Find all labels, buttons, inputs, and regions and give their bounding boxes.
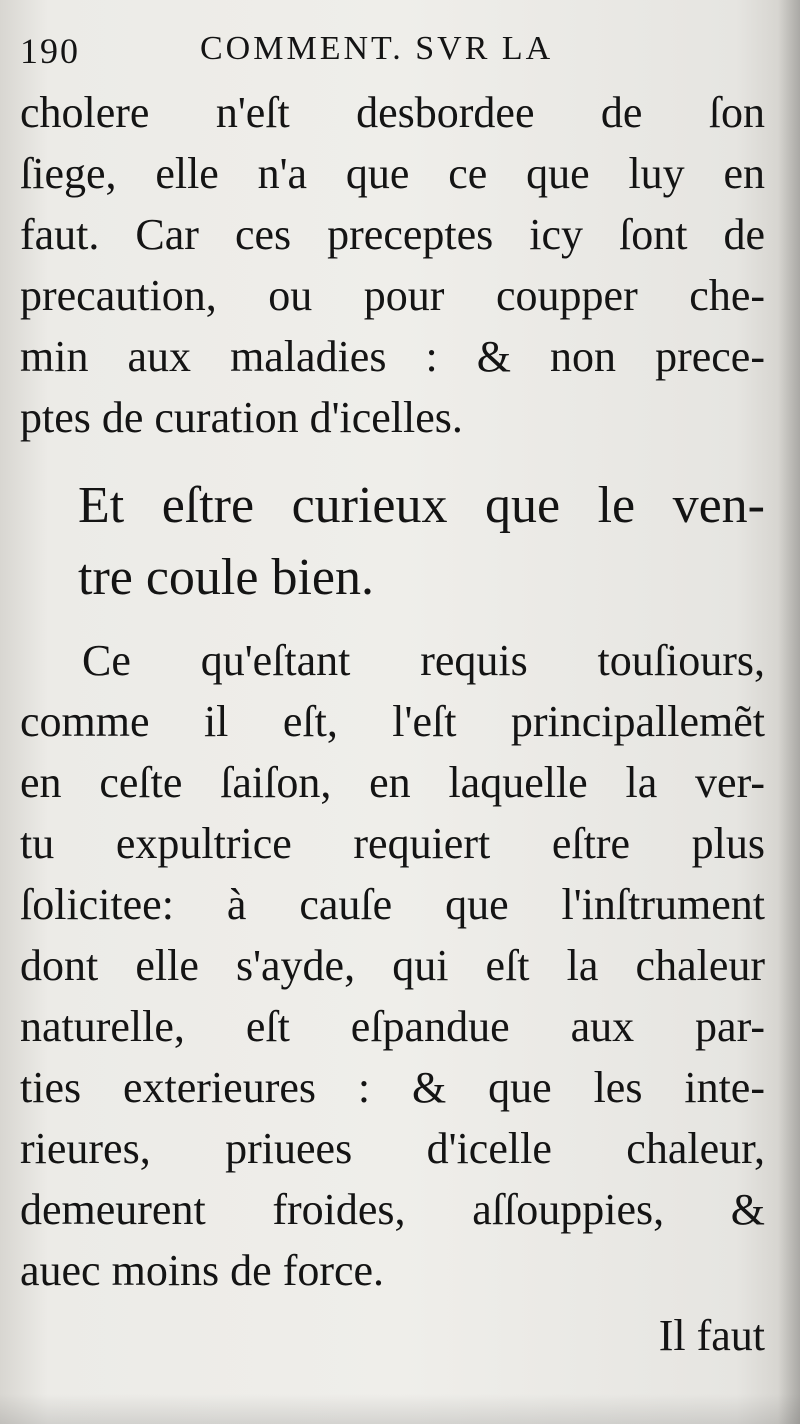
text-line: comme il eſt, l'eſt principallemẽt [20, 697, 765, 746]
text-line: auec moins de force. [20, 1246, 385, 1295]
text-line: naturelle, eſt eſpandue aux par- [20, 1002, 765, 1051]
text-line: ſolicitee: à cauſe que l'inſtrument [20, 880, 765, 929]
page-header [20, 30, 760, 80]
text-line: tu expultrice requiert eſtre plus [20, 819, 765, 868]
section-heading [78, 470, 765, 614]
text-line: dont elle s'ayde, qui eſt la chaleur [20, 941, 765, 990]
running-head: COMMENT. SVR LA [200, 30, 554, 67]
page-number: 190 [20, 31, 80, 71]
heading-line: Et eſtre curieux que le ven- [78, 477, 765, 534]
text-line: min aux maladies : & non prece- [20, 332, 765, 381]
paragraph-2 [20, 630, 765, 1301]
text-line: Ce qu'eſtant requis touſiours, [82, 636, 765, 685]
heading-line: tre coule bien. [78, 549, 374, 606]
catchword: Il faut [658, 1311, 765, 1360]
text-line: precaution, ou pour coupper che- [20, 271, 765, 320]
page-edge-shadow [778, 0, 800, 1424]
text-line: ties exterieures : & que les inte- [20, 1063, 765, 1112]
text-line: ptes de curation d'icelles. [20, 393, 463, 442]
paragraph-1 [20, 82, 765, 448]
text-line: en ceſte ſaiſon, en laquelle la ver- [20, 758, 765, 807]
text-line: faut. Car ces preceptes icy ſont de [20, 210, 765, 259]
text-line: demeurent froides, aſſouppies, & [20, 1185, 765, 1234]
text-line: rieures, priuees d'icelle chaleur, [20, 1124, 765, 1173]
text-line: cholere n'eſt desbordee de ſon [20, 88, 765, 137]
text-line: ſiege, elle n'a que ce que luy en [20, 149, 765, 198]
page-bottom-shadow [0, 1394, 800, 1424]
